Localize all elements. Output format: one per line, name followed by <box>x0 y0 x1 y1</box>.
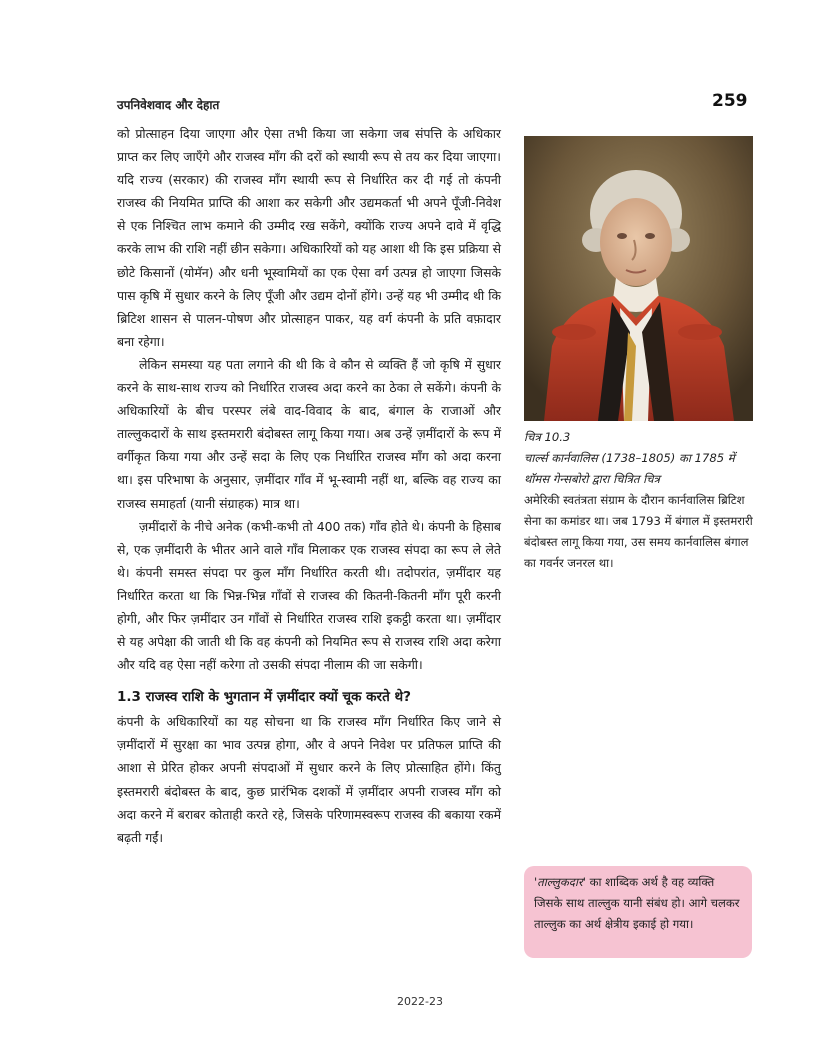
footer-year: 2022-23 <box>397 995 443 1008</box>
cornwallis-portrait <box>524 136 753 421</box>
paragraph: लेकिन समस्या यह पता लगाने की थी कि वे कौन से व्यक्ति हैं जो कृषि में सुधार करने के साथ-साथ राज्य को निर्धारित राजस्व अदा करने का ठेका ले सकेंगे। कंपनी के अधिकारियों के बीच परस्पर लंबे वाद-विवाद के बाद, बंगाल के राजाओं और ताल्लुकदारों के साथ इस्तमरारी बंदोबस्त लागू किया गया। अब उन्हें ज़मींदारों के रूप में वर्गीकृत किया गया और उन्हें सदा के लिए एक निर्धारित राजस्व माँग को अदा करना था। इस परिभाषा के अनुसार, ज़मींदार गाँव में भू-स्वामी नहीं था, बल्कि वह राज्य का राजस्व समाहर्ता (यानी संग्राहक) मात्र था। <box>117 356 501 511</box>
note-text: का शाब्दिक अर्थ है वह व्यक्ति जिसके साथ ताल्लुक यानी संबंध हो। आगे चलकर ताल्लुक का अर्थ क्षेत्रीय इकाई हो गया। <box>534 875 740 931</box>
figure-caption <box>524 427 760 574</box>
page-number: 259 <box>712 91 748 111</box>
paragraph: को प्रोत्साहन दिया जाएगा और ऐसा तभी किया जा सकेगा जब संपत्ति के अधिकार प्राप्त कर लिए जाएँगे और राजस्व माँग की दरों को स्थायी रूप से तय कर दिया जाएगा। यदि राज्य (सरकार) की राजस्व माँग स्थायी रूप से निर्धारित कर दी गई तो कंपनी राजस्व की नियमित प्राप्ति की आशा कर सकेगी और उद्यमकर्ता भी अपने पूँजी-निवेश से एक निश्चित लाभ कमाने की उम्मीद रख सकेंगे, क्योंकि राज्य अपने दावे में वृद्धि करके लाभ की राशि नहीं छीन सकेगा। अधिकारियों को यह आशा थी कि इस प्रक्रिया से छोटे किसानों (योमॅन) और धनी भूस्वामियों का एक ऐसा वर्ग उत्पन्न हो जाएगा जिसके पास कृषि में सुधार करने के लिए पूँजी और उद्यम दोनों होंगे। उन्हें यह भी उम्मीद थी कि ब्रिटिश शासन से पालन-पोषण और प्रोत्साहन पाकर, यह वर्ग कंपनी के प्रति वफ़ादार बना रहेगा। <box>117 126 501 349</box>
glossary-note <box>524 866 752 958</box>
figure-description: अमेरिकी स्वतंत्रता संग्राम के दौरान कार्नवालिस ब्रिटिश सेना का कमांडर था। जब 1793 में बंगाल में इस्तमरारी बंदोबस्त लागू किया गया, उस समय कार्नवालिस बंगाल का गवर्नर जनरल था। <box>524 493 753 570</box>
note-term: 'ताल्लुकदार' <box>534 875 586 889</box>
paragraph: ज़मींदारों के नीचे अनेक (कभी-कभी तो 400 तक) गाँव होते थे। कंपनी के हिसाब से, एक ज़मींदारी के भीतर आने वाले गाँव मिलाकर एक राजस्व संपदा का रूप ले लेते थे। कंपनी समस्त संपदा पर कुल माँग निर्धारित करती थी। तदोपरांत, ज़मींदार यह निर्धारित करता था कि भिन्न-भिन्न गाँवों से राजस्व की कितनी-कितनी माँग पूरी करनी होगी, और फिर ज़मींदार उन गाँवों से निर्धारित राजस्व राशि इकट्ठी करता था। ज़मींदार से यह अपेक्षा की जाती थी कि वह कंपनी को नियमित रूप से राजस्व राशि अदा करेगा और यदि वह ऐसा नहीं करेगा तो उसकी संपदा नीलाम की जा सकेगी। <box>117 518 501 673</box>
running-head: उपनिवेशवाद और देहात <box>117 98 220 112</box>
section-heading: 1.3 राजस्व राशि के भुगतान में ज़मींदार क्यों चूक करते थे? <box>117 689 411 706</box>
paragraph: कंपनी के अधिकारियों का यह सोचना था कि राजस्व माँग निर्धारित किए जाने से ज़मींदारों में सुरक्षा का भाव उत्पन्न होगा, और वे अपने निवेश पर प्रतिफल प्राप्ति की आशा से प्रेरित होकर अपनी संपदाओं में सुधार करने के लिए प्रोत्साहित होंगे। किंतु इस्तमरारी बंदोबस्त के बाद, कुछ प्रारंभिक दशकों में ज़मींदार अपनी राजस्व माँग को अदा करने में बराबर कोताही करते रहे, जिसके परिणामस्वरूप राजस्व की बकाया रकमें बढ़ती गईं। <box>117 714 501 845</box>
figure-label: चित्र 10.3 <box>524 430 571 444</box>
figure-title: चार्ल्स कार्नवालिस (1738–1805) का 1785 में थॉमस गेन्सबोरो द्वारा चित्रित चित्र <box>524 451 735 486</box>
main-text-column <box>117 122 501 849</box>
